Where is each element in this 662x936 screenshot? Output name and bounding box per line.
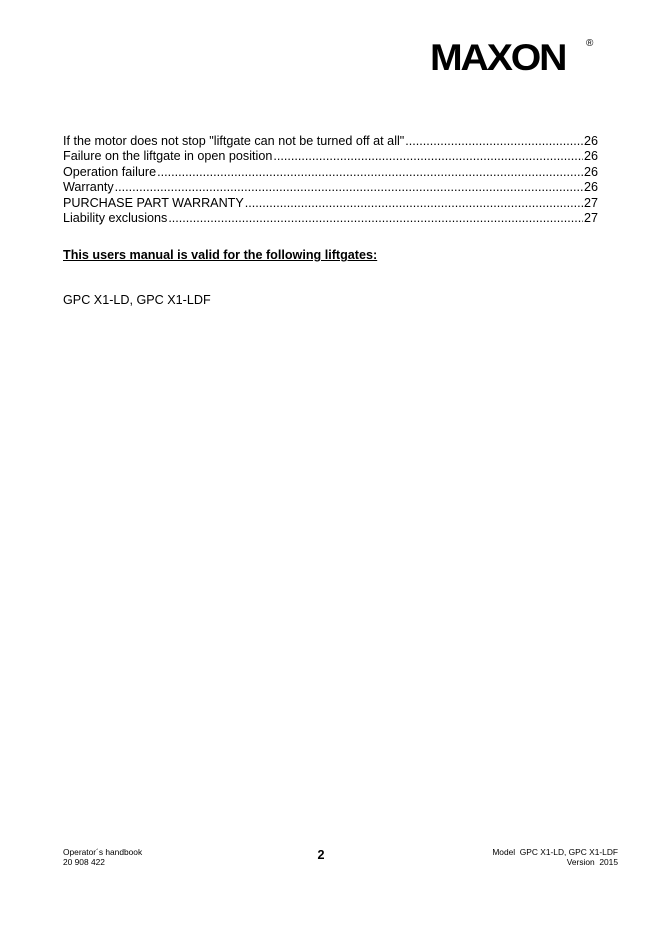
toc-leader-dots — [115, 180, 583, 195]
table-of-contents — [63, 134, 598, 226]
footer-right — [492, 847, 618, 867]
toc-entry[interactable] — [63, 180, 598, 195]
registered-mark: ® — [586, 38, 594, 49]
liftgate-models: GPC X1-LD, GPC X1-LDF — [63, 293, 211, 307]
toc-leader-dots — [273, 149, 583, 164]
toc-leader-dots — [168, 211, 583, 226]
toc-entry-title: Warranty — [63, 180, 114, 195]
toc-entry-page: 26 — [583, 164, 598, 179]
toc-entry-page: 27 — [583, 210, 598, 225]
toc-entry[interactable] — [63, 134, 598, 149]
toc-entry-page: 26 — [583, 134, 598, 148]
footer-document-number: 20 908 422 — [63, 857, 105, 867]
toc-entry-title: If the motor does not stop "liftgate can not be turned off at all" — [63, 134, 405, 148]
toc-entry[interactable] — [63, 196, 598, 211]
toc-entry-title: Operation failure — [63, 164, 157, 179]
logo-wordmark: MAXON — [430, 37, 566, 78]
footer-handbook-title: Operator´s handbook — [63, 847, 143, 857]
toc-entry-title: PURCHASE PART WARRANTY — [63, 195, 244, 210]
footer-version: Version 2015 — [566, 857, 618, 867]
maxon-logo — [430, 38, 598, 78]
footer-left — [63, 847, 142, 867]
toc-entry-page: 27 — [583, 195, 598, 210]
page-number: 2 — [317, 848, 325, 862]
toc-entry[interactable] — [63, 211, 598, 226]
footer-model: Model GPC X1-LD, GPC X1-LDF — [492, 847, 618, 857]
toc-entry-page: 26 — [583, 180, 598, 195]
toc-entry-title: Failure on the liftgate in open position — [63, 149, 273, 164]
toc-leader-dots — [245, 196, 583, 211]
toc-entry[interactable] — [63, 149, 598, 164]
toc-entry-title: Liability exclusions — [63, 210, 168, 225]
toc-leader-dots — [157, 165, 583, 180]
toc-entry[interactable] — [63, 165, 598, 180]
toc-leader-dots — [405, 134, 583, 149]
validity-heading: This users manual is valid for the following liftgates: — [63, 248, 378, 262]
toc-entry-page: 26 — [583, 149, 598, 164]
